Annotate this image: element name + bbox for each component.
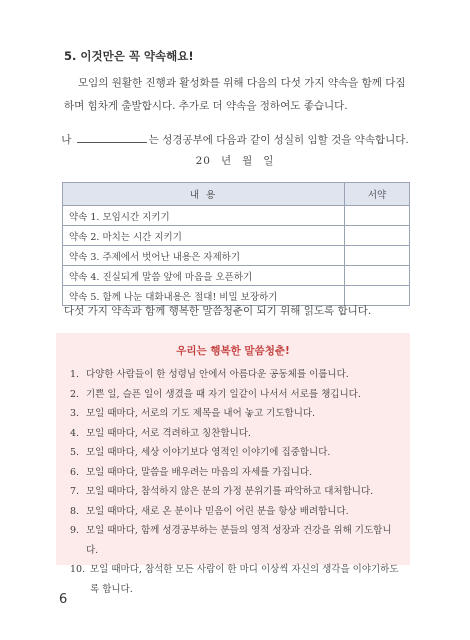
list-item	[70, 502, 402, 522]
date-month: 월	[242, 155, 254, 167]
item-number: 3.	[70, 408, 80, 419]
promise-label: 약속 3. 주제에서 벗어난 내용은 자제하기	[63, 246, 345, 266]
promise-label: 약속 4. 진실되게 말씀 앞에 마음을 오픈하기	[63, 266, 345, 286]
header-content: 내 용	[63, 183, 345, 206]
item-number: 1.	[70, 369, 80, 380]
item-number: 7.	[70, 486, 80, 497]
pledge-table	[62, 182, 410, 306]
date-year-prefix: 20	[195, 155, 211, 167]
item-text: 다양한 사람들이 한 성령님 안에서 아름다운 공동체를 이룹니다.	[86, 369, 349, 380]
list-item	[70, 404, 402, 424]
table-header-row	[63, 183, 410, 206]
date-year: 년	[220, 155, 233, 167]
table-row	[63, 266, 410, 286]
item-number: 4.	[70, 427, 80, 439]
date-day: 일	[263, 155, 275, 167]
item-text: 모일 때마다, 새로 온 분이나 믿음이 어린 분을 항상 배려합니다.	[86, 505, 349, 517]
sign-cell[interactable]	[345, 266, 410, 286]
list-item	[70, 365, 402, 385]
pledge-prefix: 나	[61, 134, 72, 146]
item-text: 기쁜 일, 슬픈 일이 생겼을 때 자기 일같이 나서서 서로를 챙깁니다.	[86, 388, 361, 400]
section-heading: 5. 이것만은 꼭 약속해요!	[64, 49, 194, 63]
list-item	[70, 443, 402, 463]
item-text: 모일 때마다, 말씀을 배우려는 마음의 자세를 가집니다.	[86, 466, 313, 478]
list-item	[70, 424, 402, 444]
table-row	[63, 246, 410, 266]
list-item	[70, 521, 402, 560]
item-text: 모일 때마다, 서로 격려하고 칭찬합니다.	[86, 427, 251, 439]
item-text: 모일 때마다, 서로의 기도 제목을 내어 놓고 기도합니다.	[86, 408, 316, 419]
item-number: 2.	[70, 388, 80, 400]
item-text: 모일 때마다, 세상 이야기보다 영적인 이야기에 집중합니다.	[86, 447, 331, 458]
box-title: 우리는 행복한 말씀청춘!	[176, 345, 290, 357]
promise-label: 약속 5. 함께 나눈 대화내용은 절대! 비밀 보장하기	[63, 286, 345, 306]
item-number: 10.	[70, 564, 86, 575]
table-row	[63, 206, 410, 226]
outro-text: 다섯 가지 약속과 함께 행복한 말씀청춘이 되기 위해 읽도록 합니다.	[64, 305, 372, 317]
list-item	[70, 385, 402, 405]
list-item	[70, 560, 402, 599]
creed-list	[70, 365, 402, 599]
table-row	[63, 226, 410, 246]
item-text: 모일 때마다, 참석하지 않은 분의 가정 분위기를 파악하고 대처합니다.	[86, 486, 374, 497]
item-number: 5.	[70, 447, 80, 458]
item-number: 9.	[70, 525, 80, 536]
list-item	[70, 482, 402, 502]
item-text: 모일 때마다, 참석한 모든 사람이 한 마디 이상씩 자신의 생각을 이야기하도록 합니다.	[90, 564, 399, 595]
sign-cell[interactable]	[345, 246, 410, 266]
promise-label: 약속 2. 마치는 시간 지키기	[63, 226, 345, 246]
promise-label: 약속 1. 모임시간 지키기	[63, 206, 345, 226]
list-item	[70, 463, 402, 483]
happy-word-youth-box	[56, 333, 410, 595]
sign-cell[interactable]	[345, 226, 410, 246]
sign-cell[interactable]	[345, 206, 410, 226]
intro-paragraph: 모임의 원활한 진행과 활성화를 위해 다음의 다섯 가지 약속을 함께 다짐하며 힘차게 출발합시다. 추가로 더 약속을 정하여도 좋습니다.	[64, 77, 406, 112]
pledge-date	[0, 153, 470, 168]
header-sign: 서약	[345, 183, 410, 206]
pledge-statement	[0, 132, 470, 147]
item-text: 모일 때마다, 함께 성경공부하는 분들의 영적 성장과 건강을 위해 기도합니다.	[86, 525, 392, 556]
item-number: 8.	[70, 505, 80, 517]
name-blank[interactable]	[77, 141, 147, 143]
page-number: 6	[59, 592, 68, 607]
pledge-suffix: 는 성경공부에 다음과 같이 성실히 임할 것을 약속합니다.	[148, 134, 409, 146]
item-number: 6.	[70, 466, 80, 478]
